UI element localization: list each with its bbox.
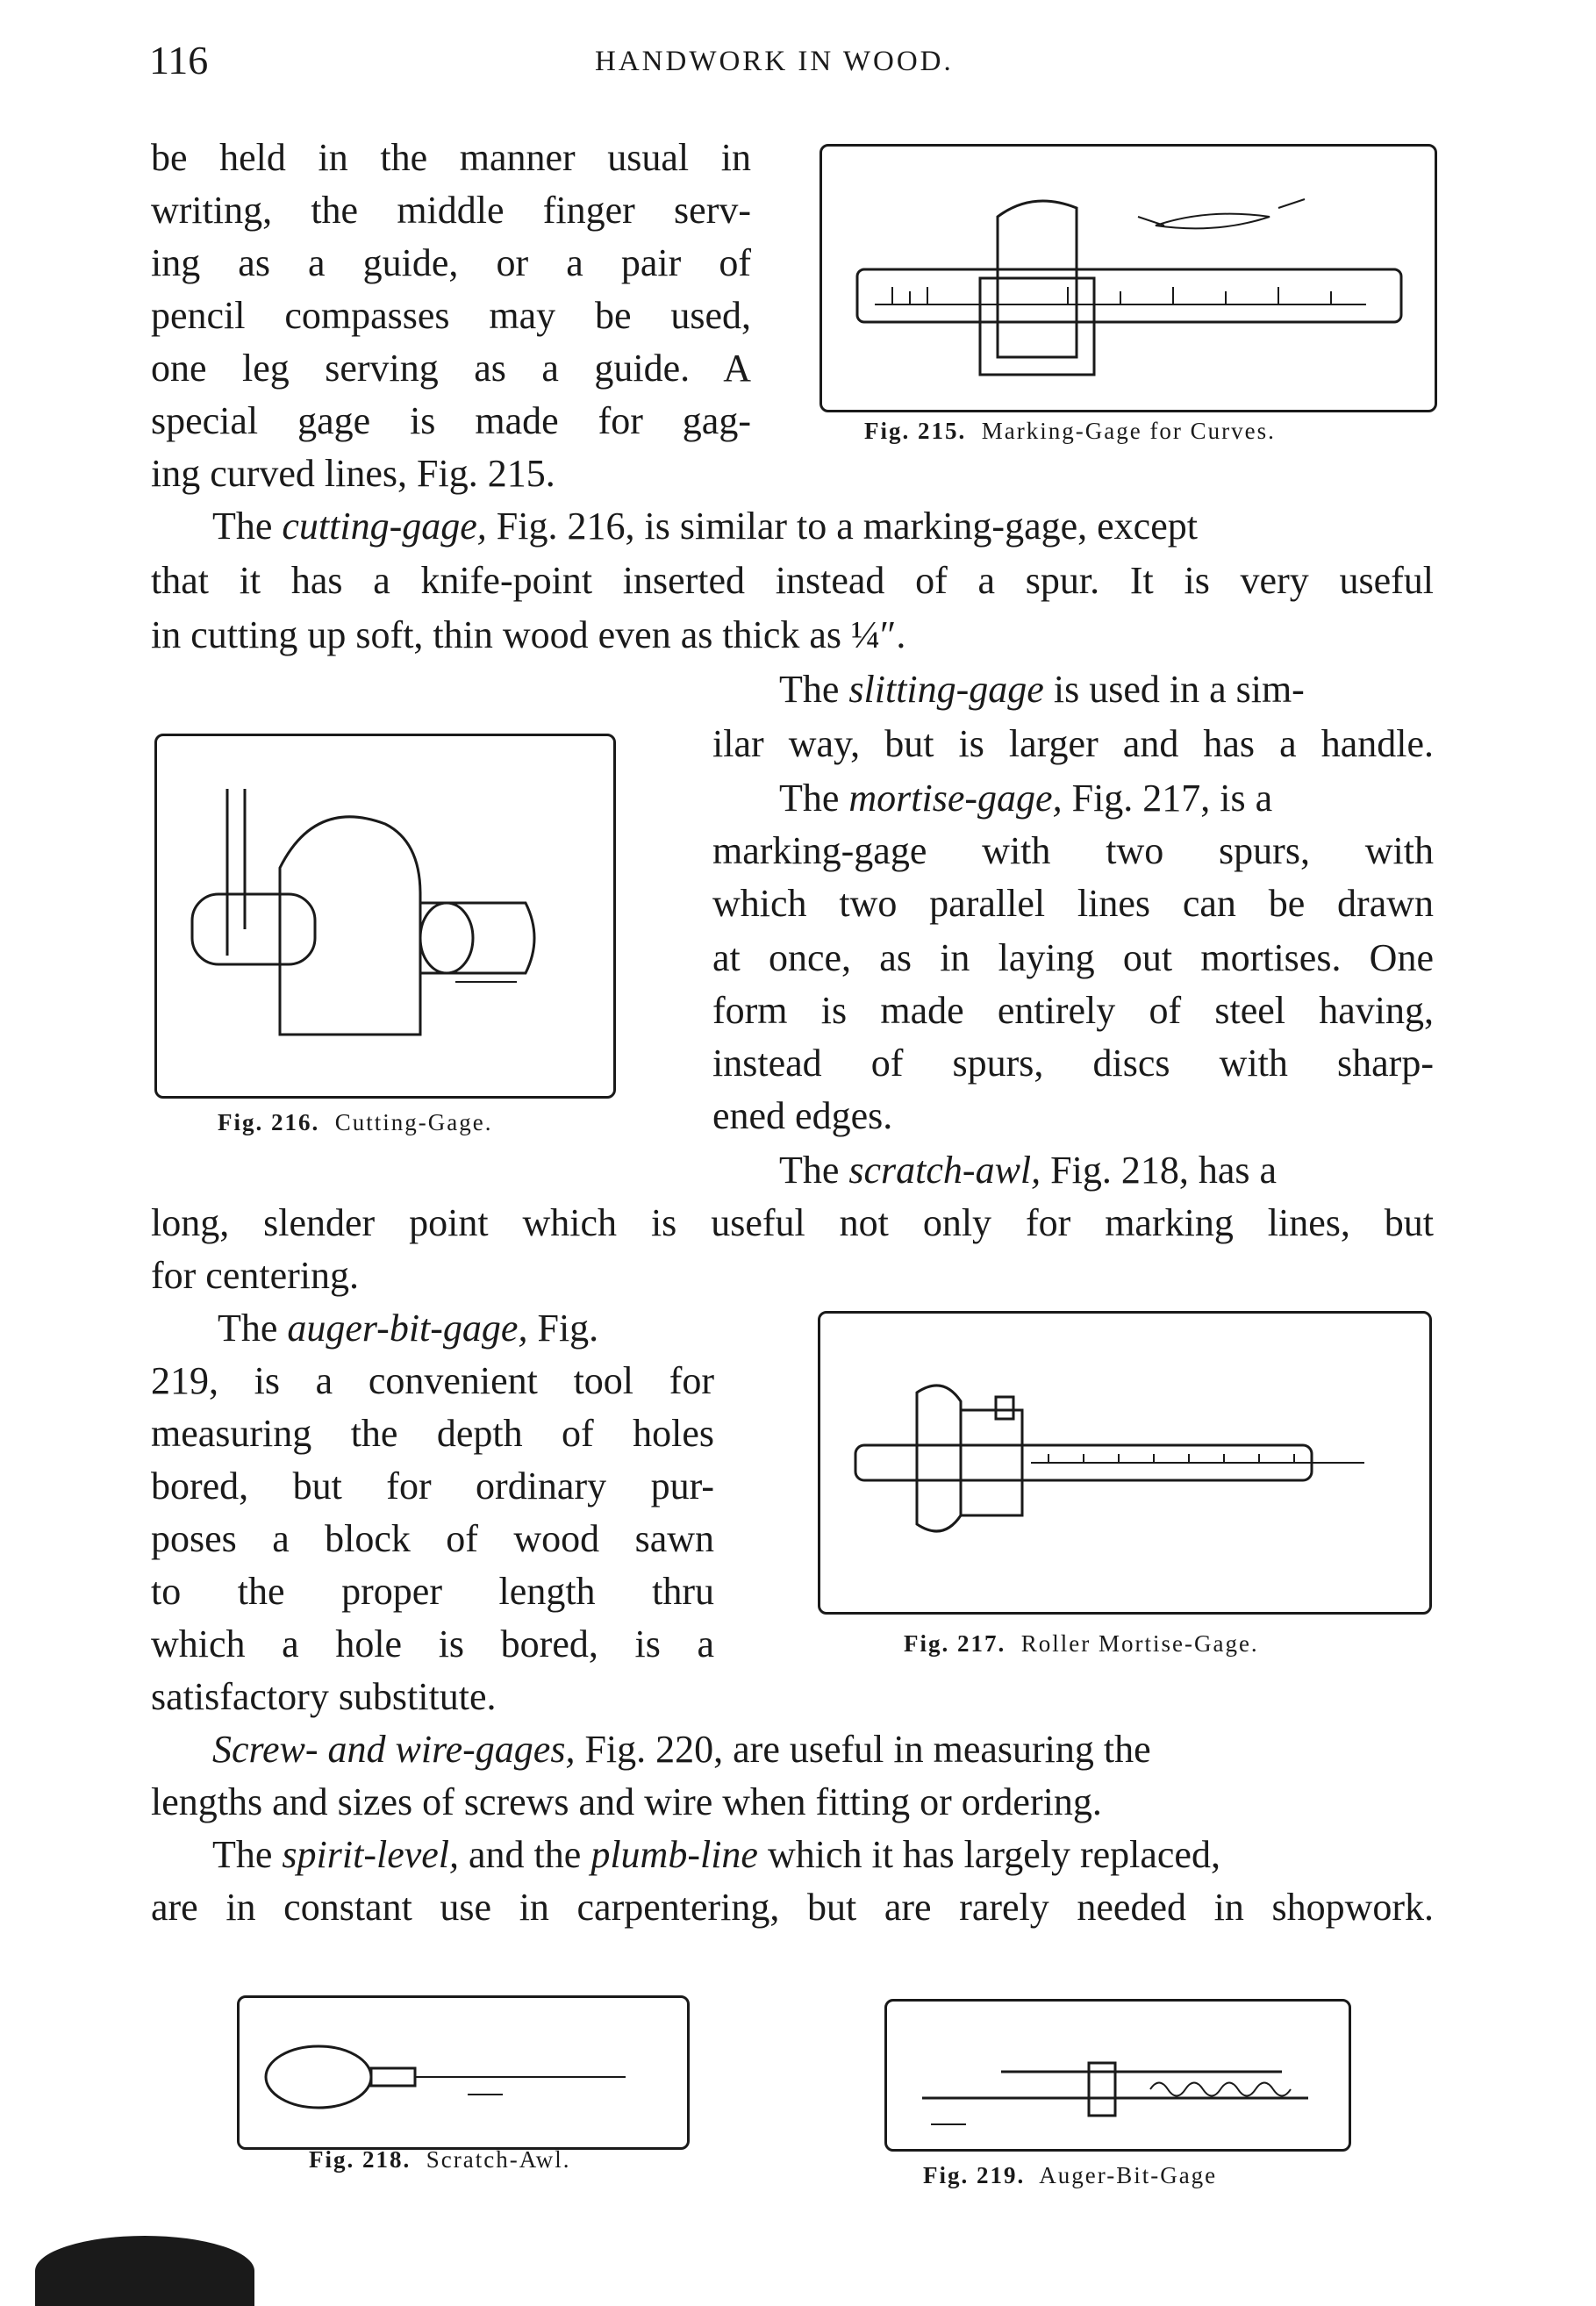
- text-line: The cutting-gage, Fig. 216, is similar to a marking-gage, except: [212, 505, 1198, 548]
- text-line: poses a block of wood sawn: [151, 1517, 714, 1560]
- figure-216-cutting-gage: [154, 734, 616, 1099]
- text-line: marking-gage with two spurs, with: [712, 829, 1434, 872]
- cutting-gage-illustration: [157, 736, 613, 1096]
- figure-215-caption: Fig. 215. Marking-Gage for Curves.: [864, 418, 1276, 444]
- text-line: The auger-bit-gage, Fig.: [218, 1307, 599, 1350]
- figure-219-auger-bit-gage: [884, 1999, 1351, 2152]
- running-title: HANDWORK IN WOOD.: [595, 46, 954, 77]
- text-line: lengths and sizes of screws and wire when fitting or ordering.: [151, 1780, 1102, 1823]
- text-line: bored, but for ordinary pur-: [151, 1465, 714, 1507]
- text-line: be held in the manner usual in: [151, 136, 751, 179]
- figure-218-scratch-awl: [237, 1995, 690, 2150]
- text-line: 219, is a convenient tool for: [151, 1359, 714, 1402]
- marking-gage-illustration: [822, 147, 1435, 410]
- text-line: for centering.: [151, 1254, 359, 1297]
- page-number: 116: [149, 38, 209, 82]
- text-line: ing curved lines, Fig. 215.: [151, 452, 555, 495]
- figure-217-caption: Fig. 217. Roller Mortise-Gage.: [904, 1630, 1259, 1657]
- text-line: long, slender point which is useful not only for marking lines, but: [151, 1201, 1434, 1244]
- text-line: to the proper length thru: [151, 1570, 714, 1613]
- page-corner-shadow: [35, 2236, 254, 2306]
- text-line: one leg serving as a guide. A: [151, 347, 751, 390]
- text-line: that it has a knife-point inserted instead of a spur. It is very useful: [151, 559, 1434, 602]
- text-line: satisfactory substitute.: [151, 1675, 497, 1718]
- text-line: instead of spurs, discs with sharp-: [712, 1042, 1434, 1085]
- text-line: The slitting-gage is used in a sim-: [779, 668, 1305, 711]
- text-line: special gage is made for gag-: [151, 399, 751, 442]
- text-line: in cutting up soft, thin wood even as thick as ¼″.: [151, 613, 906, 656]
- text-line: at once, as in laying out mortises. One: [712, 936, 1434, 979]
- text-line: pencil compasses may be used,: [151, 294, 751, 337]
- text-line: are in constant use in carpentering, but are rarely needed in shopwork.: [151, 1886, 1434, 1929]
- auger-bit-gage-illustration: [887, 2002, 1349, 2149]
- text-line: form is made entirely of steel having,: [712, 989, 1434, 1032]
- text-line: ened edges.: [712, 1094, 893, 1137]
- figure-219-caption: Fig. 219. Auger-Bit-Gage: [923, 2162, 1218, 2188]
- text-line: which two parallel lines can be drawn: [712, 882, 1434, 925]
- figure-218-caption: Fig. 218. Scratch-Awl.: [309, 2146, 571, 2173]
- text-line: measuring the depth of holes: [151, 1412, 714, 1455]
- text-line: The spirit-level, and the plumb-line which it has largely replaced,: [212, 1833, 1220, 1876]
- text-line: which a hole is bored, is a: [151, 1622, 714, 1665]
- text-line: ing as a guide, or a pair of: [151, 241, 751, 284]
- text-line: Screw- and wire-gages, Fig. 220, are useful in measuring the: [212, 1728, 1151, 1771]
- text-line: The mortise-gage, Fig. 217, is a: [779, 777, 1273, 820]
- text-line: The scratch-awl, Fig. 218, has a: [779, 1149, 1278, 1192]
- figure-216-caption: Fig. 216. Cutting-Gage.: [218, 1109, 493, 1135]
- roller-mortise-gage-illustration: [820, 1314, 1429, 1612]
- figure-215-marking-gage: [819, 144, 1437, 412]
- text-line: ilar way, but is larger and has a handle.: [712, 722, 1434, 765]
- figure-217-roller-mortise-gage: [818, 1311, 1432, 1615]
- scratch-awl-illustration: [240, 1998, 687, 2147]
- text-line: writing, the middle finger serv-: [151, 189, 751, 232]
